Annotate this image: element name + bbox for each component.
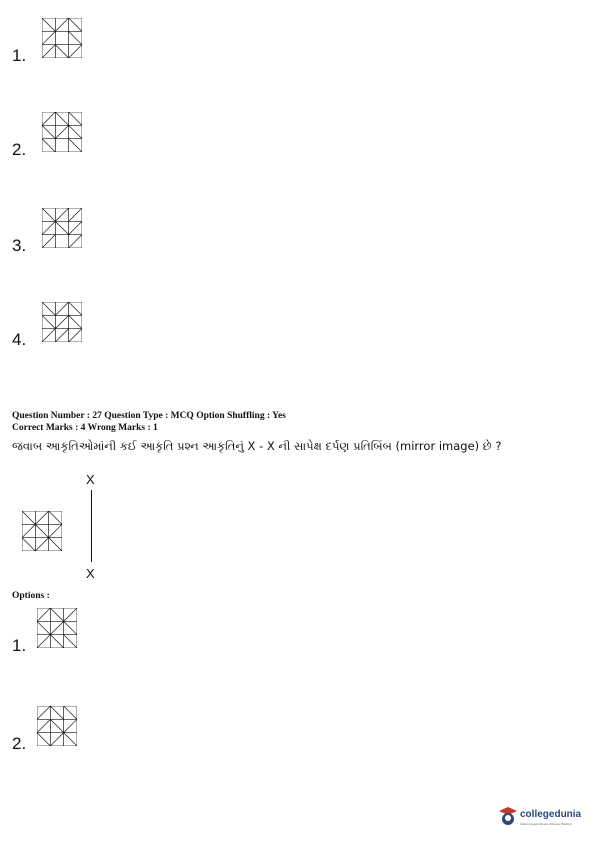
triangle-grid-svg (42, 208, 82, 248)
grid-figure (37, 706, 77, 746)
question-figure (22, 511, 62, 551)
triangle-grid-svg (22, 511, 62, 551)
question-meta-line2: Correct Marks : 4 Wrong Marks : 1 (12, 423, 158, 433)
graduate-cap-icon (498, 805, 518, 827)
grid-figure (42, 302, 82, 342)
option-number: 4. (12, 330, 27, 349)
grid-figure (37, 608, 77, 648)
question-meta (12, 410, 286, 434)
question-text: જવાબ આકૃતિઓમાંની કઈ આકૃતિ પ્રશ્ન આકૃતિનું X - X ની સાપેક્ષ દર્પણ પ્રતિબિંબ (mirror image) છે ? (12, 439, 502, 453)
grid-figure (42, 208, 82, 248)
triangle-grid-svg (37, 608, 77, 648)
collegedunia-logo (498, 805, 588, 829)
triangle-grid-svg (42, 112, 82, 152)
logo-tagline: India's largest Student Review Platform (520, 822, 573, 826)
option-number: 1. (12, 46, 27, 65)
question-meta-line1: Question Number : 27 Question Type : MCQ Option Shuffling : Yes (12, 411, 286, 421)
option-number: 2. (12, 734, 27, 753)
grid-figure (42, 112, 82, 152)
option-number: 2. (12, 140, 27, 159)
triangle-grid-svg (37, 706, 77, 746)
option-number: 3. (12, 236, 27, 255)
logo-text: collegedunia (520, 809, 582, 820)
option-number: 1. (12, 636, 27, 655)
axis-bottom-label: X (86, 566, 95, 581)
triangle-grid-svg (42, 18, 82, 58)
mirror-axis-line (91, 490, 92, 562)
grid-figure (42, 18, 82, 58)
triangle-grid-svg (42, 302, 82, 342)
axis-top-label: X (86, 472, 95, 487)
options-label: Options : (12, 591, 50, 601)
